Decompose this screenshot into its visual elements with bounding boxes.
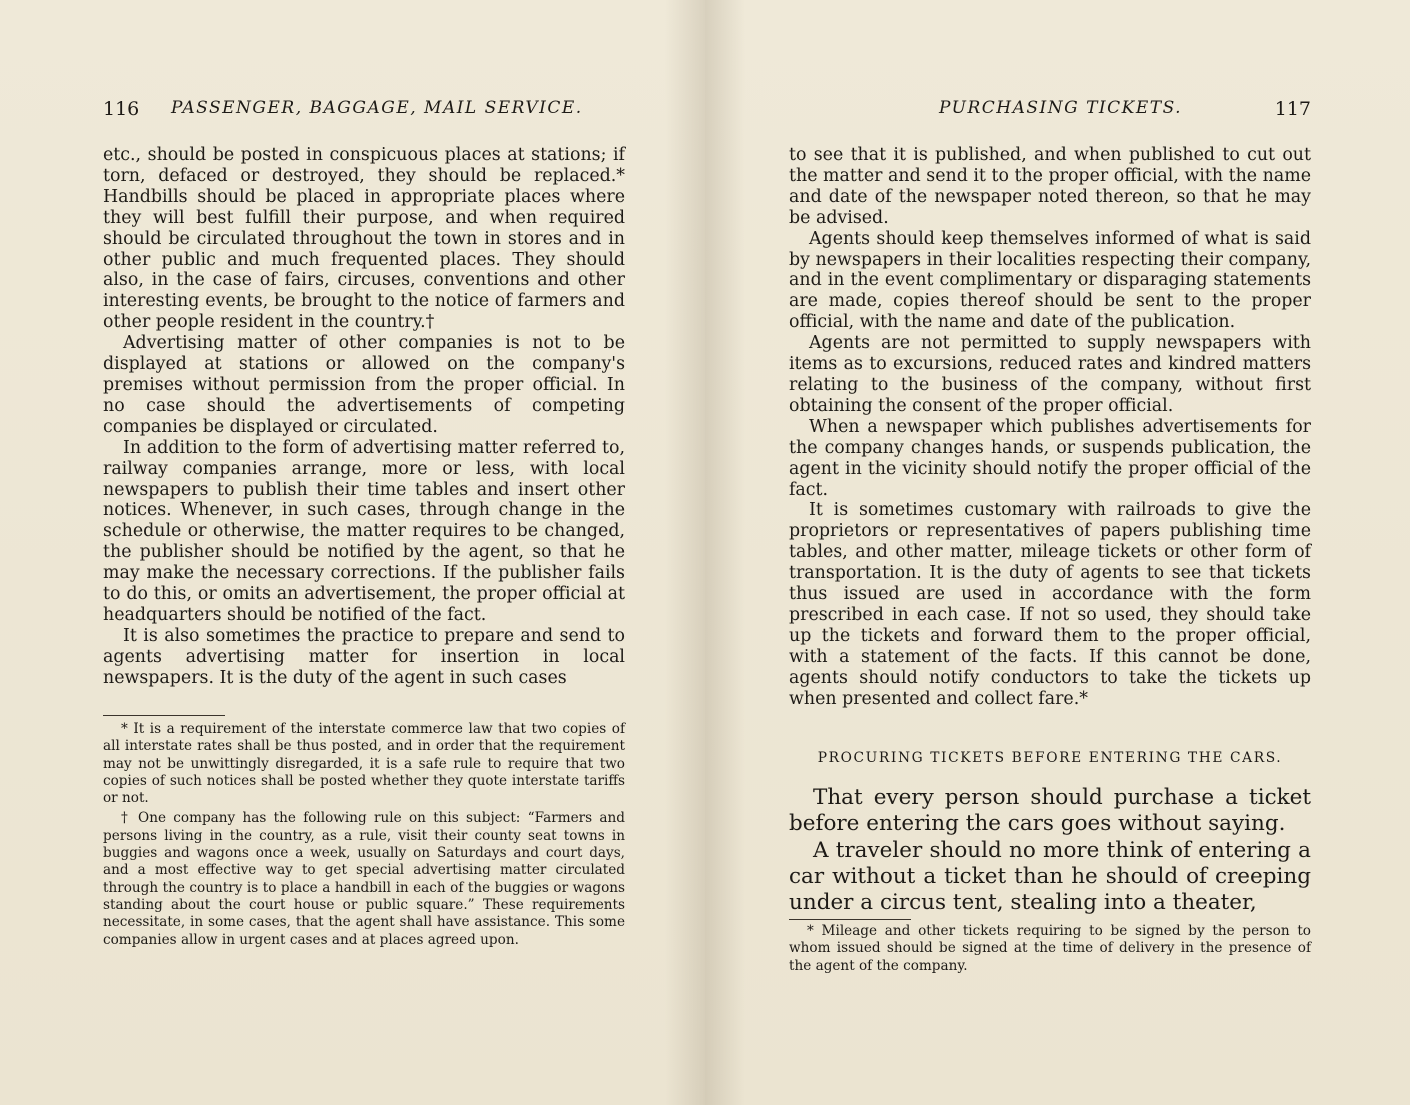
running-head: PURCHASING TICKETS. [939, 98, 1183, 118]
paragraph: A traveler should no more think of entering a car without a ticket than he should of creeping under a circus tent, stealing into a theater, [789, 837, 1311, 916]
right-footnotes [789, 923, 1311, 978]
left-footnotes [103, 721, 625, 952]
section-heading: PROCURING TICKETS BEFORE ENTERING THE CARS. [817, 750, 1283, 766]
right-page-header [789, 98, 1311, 126]
paragraph: When a newspaper which publishes advertisements for the company changes hands, or suspends publication, the agent in the vicinity should notify the proper official of the fact. [789, 416, 1311, 500]
gutter-shadow [705, 0, 745, 1105]
paragraph: It is sometimes customary with railroads to give the proprietors or representatives of papers publishing time tables, and other matter, mileage tickets or other form of transportation. It is the duty of agents to see that tickets thus issued are used in accordance with the form prescribed in each case. If not so used, they should take up the tickets and forward them to the proper official, with a statement of the facts. If this cannot be done, agents should notify conductors to take the tickets up when presented and collect fare.* [789, 500, 1311, 709]
left-body-text [103, 145, 625, 689]
paragraph: It is also sometimes the practice to prepare and send to agents advertising matter for insertion in local newspapers. It is the duty of the agent in such cases [103, 625, 625, 688]
footnote: * Mileage and other tickets requiring to be signed by the person to whom issued should be signed at the time of delivery in the presence of the agent of the company. [789, 923, 1311, 974]
left-page-header [103, 98, 625, 126]
footnote-rule [103, 715, 225, 716]
footnote: † One company has the following rule on this subject: “Farmers and persons living in the country, as a rule, visit their county seat towns in buggies and wagons once a week, usually on Saturdays and court days, and a most effective way to get special advertising matter circulated through the country is to place a handbill in each of the buggies or wagons standing about the court house or public square.” These requirements necessitate, in some cases, that the agent shall have assistance. This some companies allow in urgent cases and at places agreed upon. [103, 810, 625, 948]
paragraph: Agents should keep themselves informed of what is said by newspapers in their localities respecting their company, and in the event complimentary or disparaging statements are made, copies thereof should be sent to the proper official, with the name and date of the publication. [789, 228, 1311, 333]
large-type-text [789, 785, 1311, 916]
page-number: 116 [103, 98, 140, 120]
paragraph: etc., should be posted in conspicuous places at stations; if torn, defaced or destroyed, they should be replaced.* Handbills should be placed in appropriate places where they will best fulfill their purpose, and when required should be circulated throughout the town in stores and in other public and much frequented places. They should also, in the case of fairs, circuses, conventions and other interesting events, be brought to the notice of farmers and other people resident in the country.† [103, 145, 625, 333]
footnote-rule [789, 919, 911, 920]
paragraph: to see that it is published, and when published to cut out the matter and send it to the proper official, with the name and date of the newspaper noted thereon, so that he may be advised. [789, 145, 1311, 228]
running-head: PASSENGER, BAGGAGE, MAIL SERVICE. [171, 98, 583, 118]
paragraph: In addition to the form of advertising matter referred to, railway companies arrange, more or less, with local newspapers to publish their time tables and insert other notices. Whenever, in such cases, through change in the schedule or otherwise, the matter requires to be changed, the publisher should be notified by the agent, so that he may make the necessary corrections. If the publisher fails to do this, or omits an advertisement, the proper official at headquarters should be notified of the fact. [103, 437, 625, 625]
footnote: * It is a requirement of the interstate commerce law that two copies of all interstate rates shall be thus posted, and in order that the requirement may not be unwittingly disregarded, it is a safe rule to require that two copies of such notices shall be posted whether they quote interstate tariffs or not. [103, 721, 625, 807]
right-body-text [789, 145, 1311, 709]
right-page [705, 0, 1410, 1105]
paragraph: That every person should purchase a ticket before entering the cars goes without saying. [789, 785, 1311, 837]
gutter-shadow [665, 0, 705, 1105]
paragraph: Advertising matter of other companies is not to be displayed at stations or allowed on the company's premises without permission from the proper official. In no case should the advertisements of competing companies be displayed or circulated. [103, 333, 625, 437]
page-number: 117 [1274, 98, 1311, 120]
paragraph: Agents are not permitted to supply newspapers with items as to excursions, reduced rates and kindred matters relating to the business of the company, without first obtaining the consent of the proper official. [789, 333, 1311, 416]
